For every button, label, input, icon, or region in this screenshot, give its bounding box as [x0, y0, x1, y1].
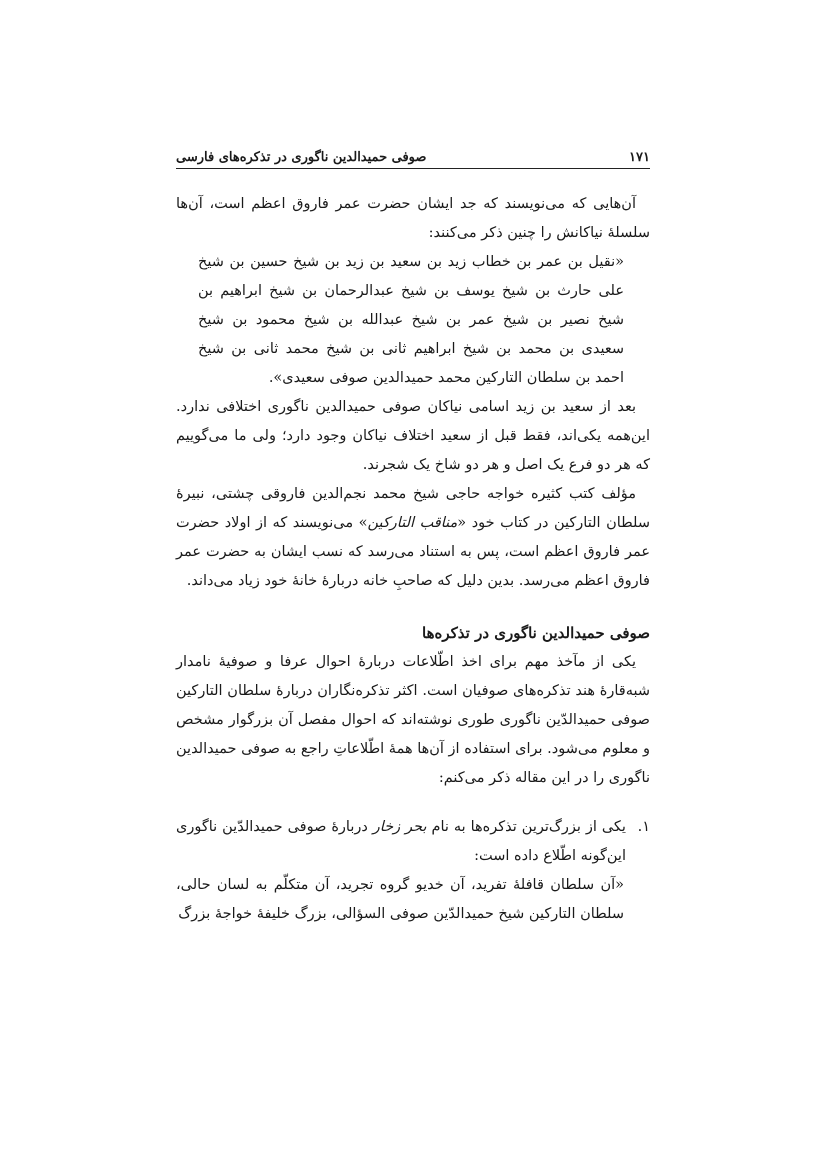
page-header — [176, 141, 650, 169]
lineage-quote: «نقیل بن عمر بن خطاب زید بن سعید بن زید بن شیخ حسین بن شیخ علی حارث بن شیخ یوسف بن شیخ عبدالرحمان بن شیخ ابراهیم بن شیخ نصیر بن شیخ عمر بن شیخ عبدالله بن شیخ محمود بن شیخ سعیدی بن محمد بن شیخ ابراهیم ثانی بن شیخ محمد ثانی بن شیخ احمد بن سلطان التارکین محمد حمیدالدین صوفی سعیدی». — [198, 254, 624, 386]
list-item-text-a: یکی از بزرگ‌ترین تذکره‌ها به نام — [426, 819, 626, 835]
paragraph-4: یکی از مآخذ مهم برای اخذ اطّلاعات دربارهٔ احوال عرفا و صوفیهٔ نامدار شبه‌قارهٔ هند تذکره‌های صوفیان است. اکثر تذکره‌نگاران دربارهٔ سلطان التارکین صوفی حمیدالدّین ناگوری طوری نوشته‌اند که احوال مفصل آن بزرگوار مشخص و معلوم می‌شود. برای استفاده از آن‌ها همهٔ اطّلاعاتِ راجع به صوفی حمیدالدین ناگوری را در این مقاله ذکر می‌کنم: — [176, 654, 650, 786]
list-item — [176, 813, 650, 871]
list-item-number: ۱. — [637, 819, 650, 835]
book-title: مناقب التارکین — [367, 515, 458, 531]
section-heading: صوفی حمیدالدین ناگوری در تذکره‌ها — [422, 624, 650, 642]
list-item-quote: «آن سلطان قافلهٔ تفرید، آن خدیو گروه تجرید، آن متکلّم به لسان حالی، سلطان التارکین شیخ حمیدالدّین صوفی السؤالی، بزرگ خلیفهٔ خواجهٔ بزرگ — [176, 877, 624, 922]
page-body — [176, 190, 650, 929]
list-item-text-b: دربارهٔ صوفی حمیدالدّین ناگوری این‌گونه اطّلاع داده است: — [176, 819, 626, 864]
numbered-list — [176, 813, 650, 929]
paragraph-2: بعد از سعید بن زید اسامی نیاکان صوفی حمیدالدین ناگوری اختلافی ندارد. این‌همه یکی‌اند، فقط قبل از سعید اختلاف نیاکان وجود دارد؛ ولی ما می‌گوییم که هر دو فرع یک اصل و هر دو شاخ یک شجرند. — [176, 399, 650, 473]
running-title: صوفی حمیدالدین ناگوری در تذکره‌های فارسی — [176, 150, 427, 165]
paragraph-3 — [176, 480, 650, 596]
page-number: ۱۷۱ — [629, 150, 650, 165]
list-item-book-title: بحر زخار — [372, 819, 427, 835]
list-item-body — [176, 813, 626, 871]
paragraph-1: آن‌هایی که می‌نویسند که جد ایشان حضرت عمر فاروق اعظم است، آن‌ها سلسلهٔ نیاکانش را چنین ذکر می‌کنند: — [176, 196, 650, 241]
paragraph-3-text-a: مؤلف کتب کثیره خواجه حاجی شیخ محمد نجم‌الدین فاروقی چشتی، نبیرهٔ سلطان التارکین در کتاب خود « — [176, 486, 650, 531]
paragraph-3-text-b: » می‌نویسند که از اولاد حضرت عمر فاروق اعظم است، پس به استناد می‌رسد که نسب ایشان به حضرت عمر فاروق اعظم می‌رسد. بدین دلیل که صاحبِ خانه دربارهٔ خانهٔ خود زیاد می‌داند. — [176, 515, 650, 589]
